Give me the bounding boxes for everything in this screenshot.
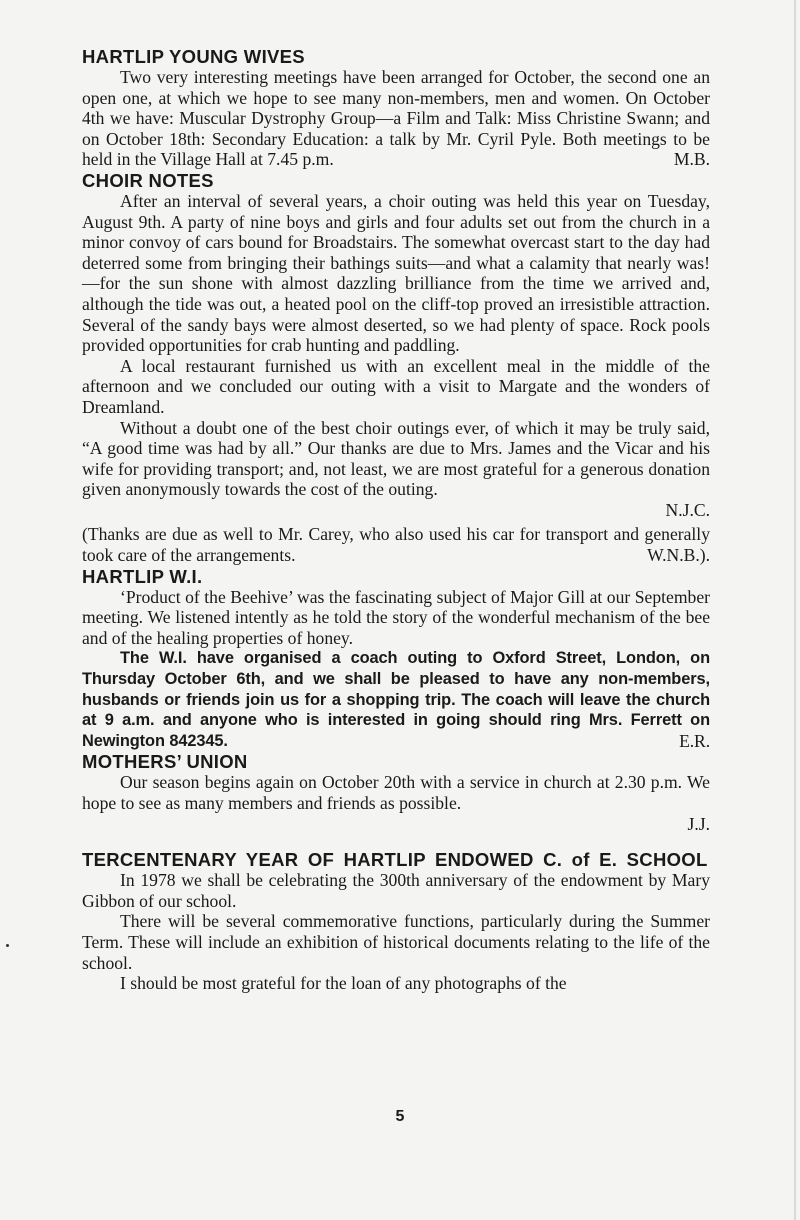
heading-mothers-union: MOTHERS’ UNION [82, 751, 248, 773]
signature-mb: M.B. [673, 149, 710, 170]
signature-jj: J.J. [687, 813, 710, 834]
newsletter-page [82, 46, 710, 994]
heading-choir-notes: CHOIR NOTES [82, 169, 214, 191]
heading-wi: HARTLIP W.I. [82, 565, 203, 587]
tercentenary-paragraph-2: There will be several commemorative functions, particularly during the Summer Term. These will include an exhibition of historical documents relating to the life of the school. [82, 911, 710, 973]
tercentenary-paragraph-3: I should be most grateful for the loan of any photographs of the [120, 973, 567, 994]
young-wives-paragraph: Two very interesting meetings have been arranged for October, the second one an open one, at which we hope to see many non-members, men and women. On October 4th we have: Muscular Dystrophy Group—a Film and Talk: Miss Christine Swann; and on October 18th: Secondary Education: a talk by Mr. Cyril Pyle. Both meetings to be held in the Village Hall at 7.45 p.m. M.B. [82, 67, 710, 170]
signature-njc: N.J.C. [665, 499, 710, 520]
mothers-union-paragraph: Our season begins again on October 20th with a service in church at 2.30 p.m. We hope to see as many members and friends as possible. [82, 772, 710, 813]
section-mothers-union [82, 751, 710, 834]
scan-mark [6, 944, 9, 947]
section-wi [82, 566, 710, 752]
tercentenary-paragraph-1: In 1978 we shall be celebrating the 300th anniversary of the endowment by Mary Gibbon of our school. [82, 870, 710, 911]
choir-paragraph-1: After an interval of several years, a choir outing was held this year on Tuesday, August 9th. A party of nine boys and girls and four adults set out from the church in a minor convoy of cars bound for Broadstairs. The somewhat overcast start to the day had deterred some from bringing their bathings suits—and what a calamity that nearly was!—for the sun shone with almost dazzling brilliance from the time we arrived and, although the tide was out, a heated pool on the cliff-top proved an irresistible attraction. Several of the sandy bays were almost deserted, so we had plenty of space. Rock pools provided opportunities for crab hunting and paddling. [82, 190, 710, 356]
page-number: 5 [395, 1108, 405, 1125]
wi-paragraph-1: ‘Product of the Beehive’ was the fascinating subject of Major Gill at our September meeting. We listened intently as he told the story of the wonderful mechanism of the bee and of the healing properties of honey. [82, 586, 710, 648]
heading-young-wives: HARTLIP YOUNG WIVES [82, 46, 305, 67]
choir-postscript: (Thanks are due as well to Mr. Carey, who also used his car for transport and generally took care of the arrangements. W.N.B.). [82, 524, 710, 566]
signature-er: E.R. [679, 730, 710, 751]
section-tercentenary [82, 850, 710, 994]
choir-paragraph-2: A local restaurant furnished us with an excellent meal in the middle of the afternoon and we concluded our outing with a visit to Margate and the wonders of Dreamland. [82, 355, 710, 417]
section-young-wives [82, 46, 710, 170]
section-choir-notes [82, 170, 710, 566]
choir-paragraph-3: Without a doubt one of the best choir outings ever, of which it may be truly said, “A good time was had by all.” Our thanks are due to Mrs. James and the Vicar and his wife for providing transport; and, not least, we are most grateful for a generous donation given anonymously towards the cost of the outing. [82, 417, 710, 500]
heading-tercentenary: TERCENTENARY YEAR OF HARTLIP ENDOWED C. of E. SCHOOL [82, 849, 708, 871]
wi-coach-outing-notice: The W.I. have organised a coach outing to Oxford Street, London, on Thursday October 6th, and we shall be pleased to have any non-members, husbands or friends join us for a shopping trip. The coach will leave the church at 9 a.m. and anyone who is interested in going should ring Mrs. Ferrett on Newington 842345. E.R. [82, 649, 710, 751]
signature-wnb: W.N.B.). [647, 545, 710, 566]
page-edge [794, 0, 796, 1220]
